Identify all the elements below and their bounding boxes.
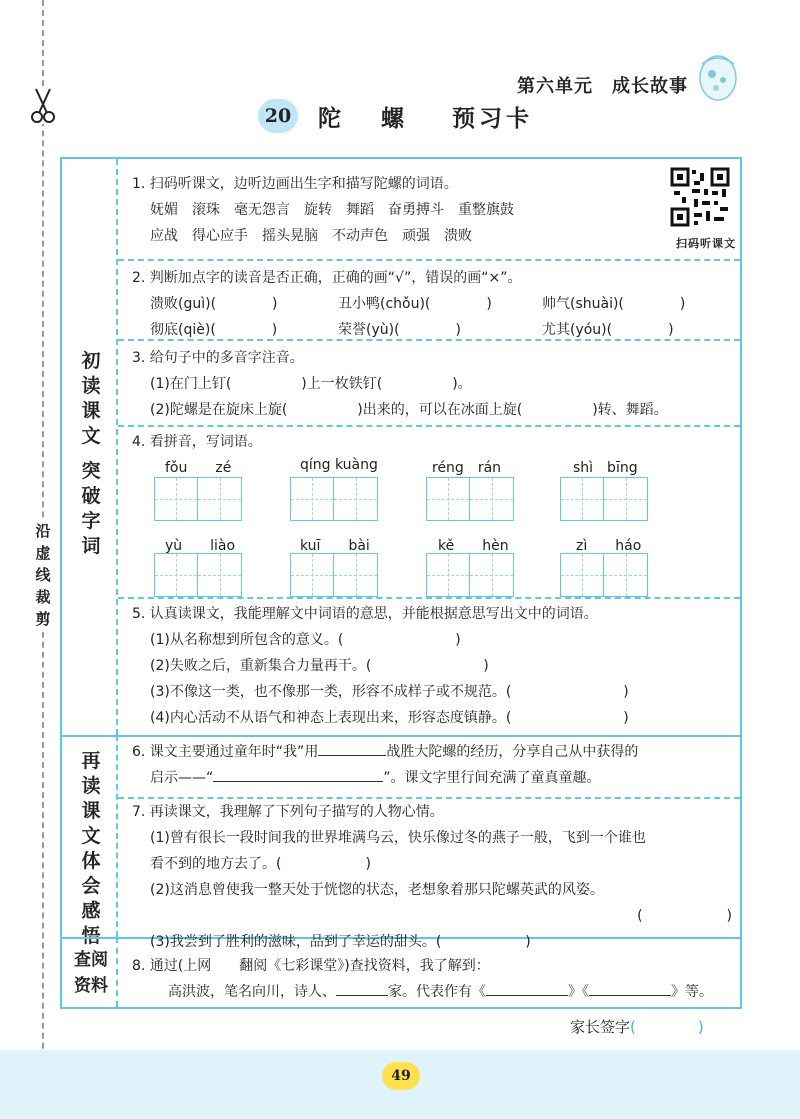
answer-blank[interactable]	[589, 979, 671, 996]
q2-prompt: 2. 判断加点字的读音是否正确，正确的画“√”，错误的画“×”。	[132, 270, 522, 286]
divider	[118, 597, 740, 599]
page-number: 49	[382, 1062, 420, 1090]
cut-instruction: 沿虚线裁剪	[35, 522, 51, 628]
writing-grid[interactable]	[290, 553, 378, 597]
q1-line1: 妩媚 滚珠 毫无怨言 旋转 舞蹈 奋勇搏斗 重整旗鼓	[150, 202, 514, 218]
q7-prompt: 7. 再读课文，我理解了下列句子描写的人物心情。	[132, 804, 444, 820]
q4-prompt: 4. 看拼音，写词语。	[132, 434, 262, 450]
q8-text: 高洪波，笔名向川，诗人、	[168, 984, 336, 1000]
answer-blank[interactable]	[213, 765, 383, 782]
label-reread: 再读课文	[81, 750, 101, 847]
parent-sign-label: 家长签字	[570, 1018, 631, 1036]
q5-prompt: 5. 认真读课文，我能理解文中词语的意思，并能根据意思写出文中的词语。	[132, 606, 598, 622]
label-first-read: 初读课文	[81, 350, 101, 447]
q8-prompt: 8. 通过(上网 翻阅《七彩课堂》)查找资料，我了解到：	[132, 958, 490, 974]
pinyin-label: kě hèn	[438, 538, 509, 554]
writing-grid[interactable]	[154, 477, 242, 521]
answer-blank[interactable]	[336, 979, 388, 996]
q1-prompt: 1. 扫码听课文，边听边画出生字和描写陀螺的词语。	[132, 176, 458, 192]
pinyin-label: fǒu zé	[165, 460, 232, 476]
pinyin-label: qíng kuàng	[300, 457, 378, 473]
q7-item: (2)这消息曾使我一整天处于恍惚的状态，老想象着那只陀螺英武的风姿。	[150, 882, 604, 898]
pinyin-label: yù liào	[165, 538, 236, 554]
q8-text: 家。代表作有《	[388, 984, 486, 1000]
worksheet-frame	[60, 157, 742, 1009]
scissors-icon	[30, 86, 56, 124]
question-4	[132, 429, 732, 455]
q2-item: 荣誉(yù)( )	[338, 322, 462, 338]
divider	[62, 735, 740, 737]
question-3	[132, 345, 732, 423]
q2-item: 彻底(qiè)( )	[150, 322, 278, 338]
q6-text: 启示——“	[150, 770, 214, 786]
question-7	[132, 799, 732, 955]
q7-item: (3)我尝到了胜利的滋味，品到了幸运的甜头。( )	[150, 934, 531, 950]
question-1	[132, 171, 732, 249]
lesson-number: 20	[258, 99, 298, 133]
q7-item-paren: ( )	[637, 908, 732, 924]
q2-item: 溃败(guì)( )	[150, 296, 278, 312]
q5-item: (1)从名称想到所包含的意义。( )	[150, 632, 461, 648]
q7-item: (1)曾有很长一段时间我的世界堆满乌云，快乐像过冬的燕子一般，飞到一个谁也	[150, 830, 646, 846]
pinyin-label: kuī bài	[300, 538, 370, 554]
question-2	[132, 265, 732, 343]
lesson-name: 陀螺	[318, 104, 444, 132]
q8-text: 》等。	[671, 984, 713, 1000]
writing-grid[interactable]	[560, 553, 648, 597]
q5-item: (3)不像这一类，也不像那一类，形容不成样子或不规范。( )	[150, 684, 629, 700]
pinyin-label: zì háo	[576, 538, 642, 554]
q6-text: 战胜大陀螺的经历，分享自己从中获得的	[386, 744, 639, 760]
q2-item: 丑小鸭(chǒu)( )	[338, 296, 492, 312]
pinyin-label: shì bīng	[573, 460, 638, 476]
writing-grid[interactable]	[154, 553, 242, 597]
question-6	[132, 739, 732, 791]
q6-text: ”。课文字里行间充满了童真童趣。	[383, 770, 601, 786]
answer-blank[interactable]	[486, 979, 568, 996]
writing-grid[interactable]	[426, 553, 514, 597]
qr-caption: 扫码听课文	[676, 237, 736, 250]
q6-text: 6. 课文主要通过童年时“我”用	[132, 744, 319, 760]
q7-item: 看不到的地方去了。( )	[150, 856, 371, 872]
parent-signature[interactable]: 家长签字( )	[570, 1018, 704, 1036]
writing-grid[interactable]	[290, 477, 378, 521]
q3-line1: (1)在门上钉( )上一枚铁钉( )。	[150, 376, 472, 392]
q1-line2: 应战 得心应手 摇头晃脑 不动声色 顽强 溃败	[150, 228, 472, 244]
divider	[118, 425, 740, 427]
q2-item: 尤其(yóu)( )	[542, 322, 674, 338]
label-lookup: 查阅资料	[74, 950, 108, 996]
question-8	[132, 953, 732, 1005]
label-break-words: 突破字词	[81, 460, 101, 557]
answer-blank[interactable]	[318, 739, 386, 756]
question-5	[132, 601, 732, 731]
q8-text: 》《	[568, 984, 589, 1000]
q5-item: (2)失败之后，重新集合力量再干。( )	[150, 658, 489, 674]
writing-grid[interactable]	[426, 477, 514, 521]
divider	[118, 259, 740, 261]
q2-item: 帅气(shuài)( )	[542, 296, 686, 312]
writing-grid[interactable]	[560, 477, 648, 521]
lesson-title	[258, 98, 533, 134]
q3-line2: (2)陀螺是在旋床上旋( )出来的，可以在冰面上旋( )转、舞蹈。	[150, 402, 668, 418]
q5-item: (4)内心活动不从语气和神态上表现出来，形容态度镇静。( )	[150, 710, 629, 726]
pinyin-label: réng rán	[432, 460, 502, 476]
decoration-icon	[692, 50, 742, 106]
card-label: 预习卡	[452, 104, 533, 132]
unit-label: 第六单元 成长故事	[517, 76, 688, 97]
label-feel: 体会感悟	[81, 850, 101, 947]
q3-prompt: 3. 给句子中的多音字注音。	[132, 350, 304, 366]
qr-code-icon[interactable]	[670, 167, 730, 227]
